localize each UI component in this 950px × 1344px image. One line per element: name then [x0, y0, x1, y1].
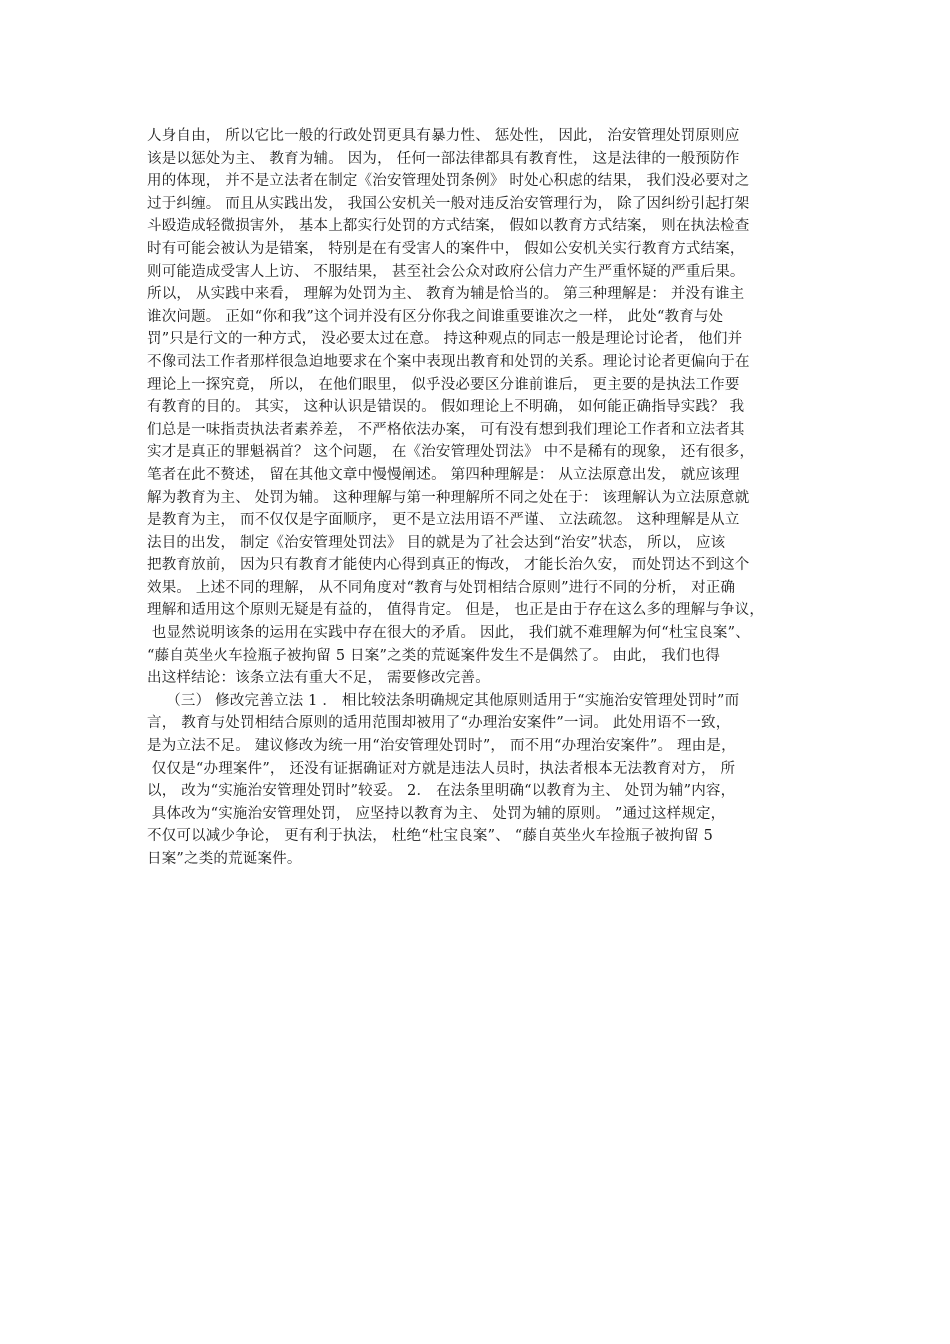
text-line: 仅仅是“办理案件”， 还没有证据确证对方就是违法人员时，执法者根本无法教育对方， 所	[147, 760, 736, 777]
text-line: 理解和适用这个原则无疑是有益的， 值得肯定。 但是， 也正是由于存在这么多的理解与争议，	[147, 602, 765, 619]
text-line: 法目的出发， 制定《治安管理处罚法》 目的就是为了社会达到“治安”状态， 所以， 应该	[147, 534, 726, 551]
text-line: （三） 修改完善立法 1 ． 相比较法条明确规定其他原则适用于“实施治安管理处罚时”而	[147, 692, 740, 709]
text-line: 用的体现， 并不是立法者在制定《治安管理处罚条例》 时处心积虑的结果， 我们没必要对之	[147, 173, 750, 190]
text-line: 不仅可以减少争论， 更有利于执法， 杜绝“杜宝良案”、 “藤自英坐火车捡瓶子被拘留 5	[147, 828, 713, 845]
text-line: 罚”只是行文的一种方式， 没必要太过在意。 持这种观点的同志一般是理论讨论者， 他们并	[147, 331, 743, 348]
text-line: 所以， 从实践中来看， 理解为处罚为主、 教育为辅是恰当的。 第三种理解是： 并没有谁主	[147, 286, 745, 303]
text-line: 是教育为主， 而不仅仅是字面顺序， 更不是立法用语不严谨、 立法疏忽。 这种理解是从立	[147, 512, 740, 529]
text-line: 该是以惩处为主、 教育为辅。 因为， 任何一部法律都具有教育性， 这是法律的一般预防作	[147, 150, 740, 167]
text-line: 过于纠缠。 而且从实践出发， 我国公安机关一般对违反治安管理行为， 除了因纠纷引起打架	[147, 195, 750, 212]
text-line: 解为教育为主、 处罚为辅。 这种理解与第一种理解所不同之处在于： 该理解认为立法原意就	[147, 489, 750, 506]
text-line: 效果。 上述不同的理解， 从不同角度对“教育与处罚相结合原则”进行不同的分析， 对正确	[147, 579, 736, 596]
text-line: 们总是一味指责执法者素养差， 不严格依法办案， 可有没有想到我们理论工作者和立法者其	[147, 421, 745, 438]
text-line: 也显然说明该条的运用在实践中存在很大的矛盾。 因此， 我们就不难理解为何“杜宝良案”、	[147, 625, 750, 642]
text-line: 谁次问题。 正如“你和我”这个词并没有区分你我之间谁重要谁次之一样， 此处“教育与处	[147, 308, 724, 325]
text-line: 实才是真正的罪魁祸首？ 这个问题， 在《治安管理处罚法》 中不是稀有的现象， 还有很多，	[147, 444, 755, 461]
text-line: 笔者在此不赘述， 留在其他文章中慢慢阐述。 第四种理解是： 从立法原意出发， 就应该理	[147, 466, 740, 483]
text-line: 以， 改为“实施治安管理处罚时”较妥。 2． 在法条里明确“以教育为主、 处罚为辅”内容，	[147, 783, 736, 800]
text-line: 理论上一探究竟， 所以， 在他们眼里， 似乎没必要区分谁前谁后， 更主要的是执法工作要	[147, 376, 740, 393]
text-line: 有教育的目的。 其实， 这种认识是错误的。 假如理论上不明确， 如何能正确指导实践？ 我	[147, 399, 745, 416]
text-line: 则可能造成受害人上访、 不服结果， 甚至社会公众对政府公信力产生严重怀疑的严重后果。	[147, 263, 745, 280]
text-line: 具体改为“实施治安管理处罚， 应坚持以教育为主、 处罚为辅的原则。 ”通过这样规定，	[147, 805, 726, 822]
text-line: 把教育放前， 因为只有教育才能使内心得到真正的悔改， 才能长治久安， 而处罚达不到这个	[147, 557, 750, 574]
text-line: 日案”之类的荒诞案件。	[147, 851, 302, 867]
text-line: 是为立法不足。 建议修改为统一用“治安管理处罚时”， 而不用“办理治安案件”。 理由是，	[147, 738, 736, 755]
text-line: “藤自英坐火车捡瓶子被拘留 5 日案”之类的荒诞案件发生不是偶然了。 由此， 我们也得	[147, 647, 721, 664]
text-line: 出这样结论：该条立法有重大不足， 需要修改完善。	[147, 670, 490, 687]
text-line: 言， 教育与处罚相结合原则的适用范围却被用了“办理治安案件”一词。 此处用语不一致，	[147, 715, 731, 732]
text-line: 不像司法工作者那样很急迫地要求在个案中表现出教育和处罚的关系。理论讨论者更偏向于在	[147, 353, 750, 370]
text-line: 时有可能会被认为是错案， 特别是在有受害人的案件中， 假如公安机关实行教育方式结案，	[147, 240, 745, 257]
body-text	[147, 125, 817, 871]
text-line: 人身自由， 所以它比一般的行政处罚更具有暴力性、 惩处性， 因此， 治安管理处罚原则应	[147, 128, 740, 144]
text-line: 斗殴造成轻微损害外， 基本上都实行处罚的方式结案， 假如以教育方式结案， 则在执法检查	[147, 218, 750, 235]
